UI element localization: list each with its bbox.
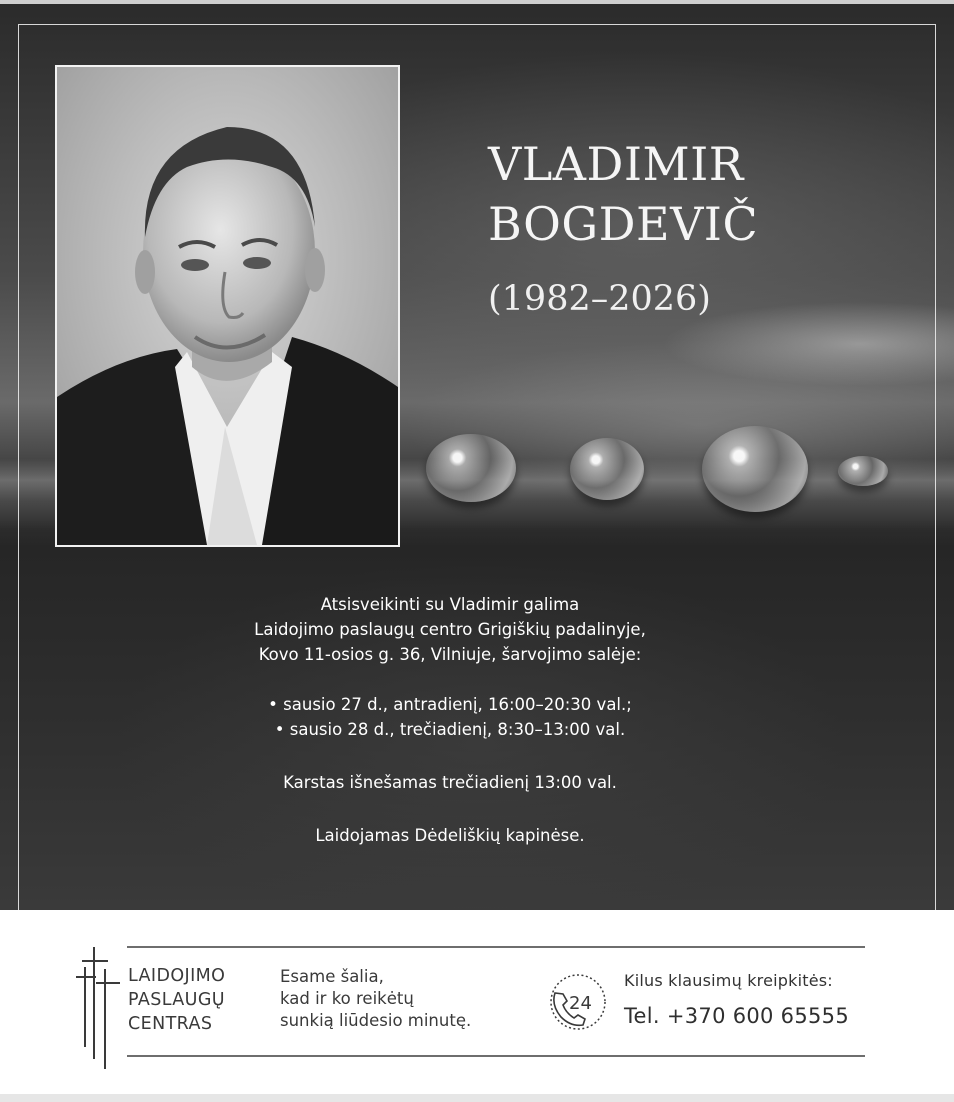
portrait-photo [55, 65, 400, 547]
info-line: Laidojamas Dėdeliškių kapinėse. [315, 826, 585, 845]
company-logo-text [128, 964, 225, 1036]
name-last: BOGDEVIČ [488, 197, 759, 251]
info-line: Atsisveikinti su Vladimir galima [320, 595, 580, 614]
three-crosses-icon [74, 947, 124, 1069]
life-years: (1982–2026) [488, 279, 711, 319]
slogan-line: sunkią liūdesio minutę. [280, 1011, 472, 1030]
slogan-line: kad ir ko reikėtų [280, 989, 414, 1008]
footer [0, 910, 954, 1094]
info-line: Karstas išnešamas trečiadienį 13:00 val. [283, 773, 617, 792]
portrait-illustration [57, 67, 398, 545]
logo-line: PASLAUGŲ [128, 990, 226, 1010]
divider [127, 1055, 865, 1057]
logo-line: CENTRAS [128, 1014, 213, 1034]
slogan [280, 966, 471, 1032]
info-line: Laidojimo paslaugų centro Grigiškių padalinyje, [254, 620, 646, 639]
funeral-info [190, 592, 710, 848]
schedule-item: • sausio 27 d., antradienį, 16:00–20:30 val.; [268, 695, 632, 714]
slogan-line: Esame šalia, [280, 967, 384, 986]
info-line: Kovo 11-osios g. 36, Vilniuje, šarvojimo salėje: [258, 645, 642, 664]
contact-phone[interactable]: Tel. +370 600 65555 [624, 1004, 849, 1028]
icon-24-text: 24 [569, 993, 592, 1014]
logo-line: LAIDOJIMO [128, 966, 226, 986]
phone-24h-icon [547, 971, 609, 1033]
contact-label: Kilus klausimų kreipkitės: [624, 971, 833, 990]
bottom-strip [0, 1094, 954, 1102]
name-first: VLADIMIR [488, 137, 744, 191]
deceased-name [488, 134, 758, 254]
schedule-item: • sausio 28 d., trečiadienį, 8:30–13:00 val. [274, 720, 626, 739]
divider [127, 946, 865, 948]
obituary-hero [0, 4, 954, 910]
